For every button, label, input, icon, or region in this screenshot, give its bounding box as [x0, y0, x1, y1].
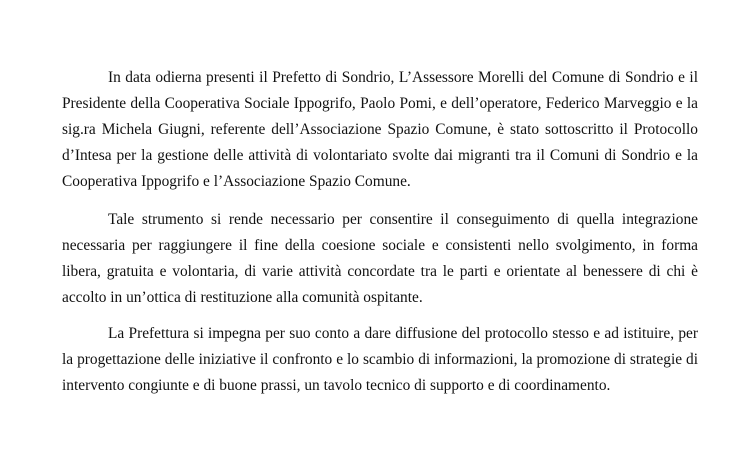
paragraph-instrument-purpose: Tale strumento si rende necessario per consentire il conseguimento di quella integrazione necessaria per raggiungere il fine della coesione sociale e consistenti nello svolgimento, in forma libera, gratuita e volontaria, di varie attività concordate tra le parti e orientate al benessere di chi è accolto in un’ottica di restituzione alla comunità ospitante. — [62, 211, 698, 306]
paragraph-protocol-signing: In data odierna presenti il Prefetto di Sondrio, L’Assessore Morelli del Comune di Sondrio e il Presidente della Cooperativa Sociale Ippogrifo, Paolo Pomi, e dell’operatore, Federico Marveggio e la sig.ra Michela Giugni, referente dell’Associazione Spazio Comune, è stato sottoscritto il Protocollo d’Intesa per la gestione delle attività di volontariato svolte dai migranti tra il Comuni di Sondrio e la Cooperativa Ippogrifo e l’Associazione Spazio Comune. — [62, 69, 698, 190]
paragraph-prefecture-commitment: La Prefettura si impegna per suo conto a dare diffusione del protocollo stesso e ad istituire, per la progettazione delle iniziative il confronto e lo scambio di informazioni, la promozione di strategie di intervento congiunte e di buone prassi, un tavolo tecnico di supporto e di coordinamento. — [62, 325, 698, 394]
